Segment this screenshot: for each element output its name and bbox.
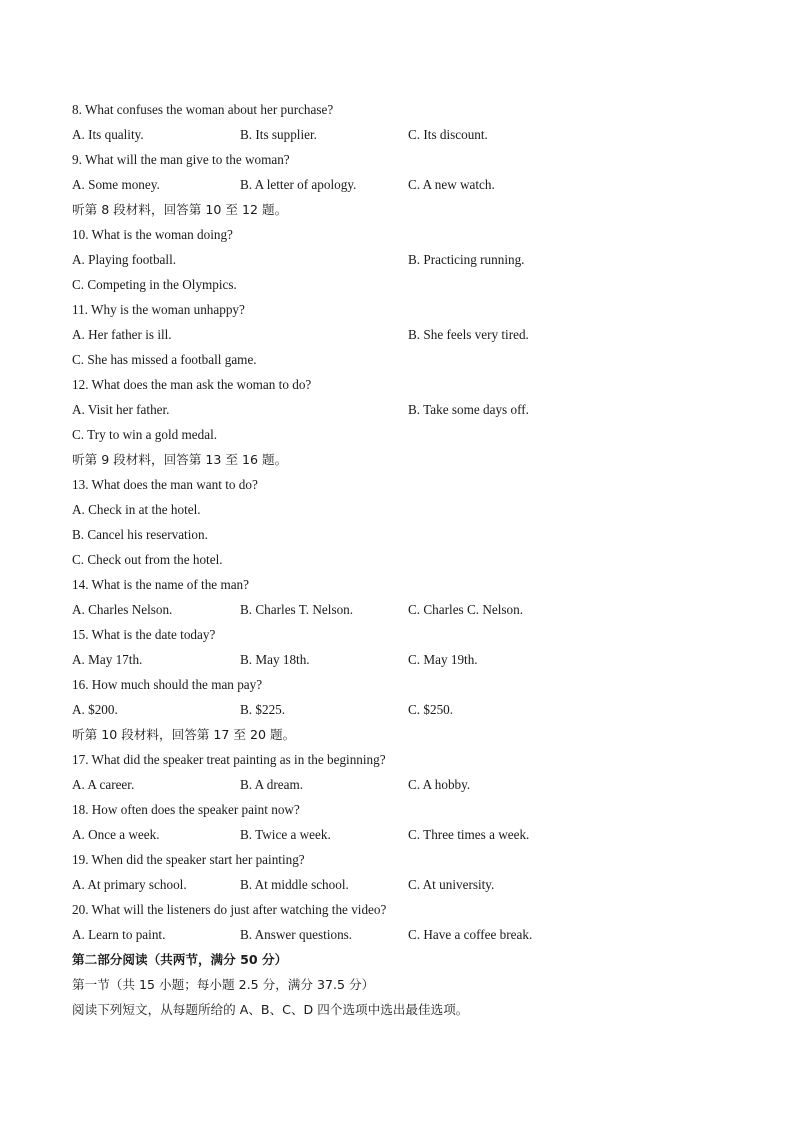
option-a-q13: A. Check in at the hotel.: [72, 502, 201, 517]
option-a: A. A career.: [72, 777, 135, 792]
options-q10: [72, 247, 732, 272]
document-page: [72, 97, 732, 1022]
option-a: A. Her father is ill.: [72, 327, 172, 342]
question-12: 12. What does the man ask the woman to do?: [72, 377, 312, 392]
question-9: 9. What will the man give to the woman?: [72, 152, 290, 167]
option-a: A. May 17th.: [72, 652, 143, 667]
option-a: A. Visit her father.: [72, 402, 170, 417]
options-q18: [72, 822, 732, 847]
option-b-q13: B. Cancel his reservation.: [72, 527, 208, 542]
option-b: B. A letter of apology.: [240, 177, 357, 192]
option-c-q10: C. Competing in the Olympics.: [72, 277, 237, 292]
question-13: 13. What does the man want to do?: [72, 477, 258, 492]
option-b: B. Charles T. Nelson.: [240, 602, 354, 617]
option-b: B. Take some days off.: [408, 402, 529, 417]
options-q12: [72, 397, 732, 422]
question-19: 19. When did the speaker start her painting?: [72, 852, 305, 867]
question-20: 20. What will the listeners do just after watching the video?: [72, 902, 387, 917]
part-two-heading: 第二部分阅读（共两节，满分 50 分）: [72, 952, 288, 967]
options-q14: [72, 597, 732, 622]
option-a: A. Charles Nelson.: [72, 602, 173, 617]
option-c-q11: C. She has missed a football game.: [72, 352, 257, 367]
options-q11: [72, 322, 732, 347]
section-one-subheading: 第一节（共 15 小题；每小题 2.5 分，满分 37.5 分）: [72, 977, 375, 992]
question-8: 8. What confuses the woman about her purchase?: [72, 102, 334, 117]
option-c-q13: C. Check out from the hotel.: [72, 552, 223, 567]
option-b: B. $225.: [240, 702, 286, 717]
question-10: 10. What is the woman doing?: [72, 227, 233, 242]
options-q19: [72, 872, 732, 897]
question-14: 14. What is the name of the man?: [72, 577, 250, 592]
reading-instruction: 阅读下列短文，从每题所给的 A、B、C、D 四个选项中选出最佳选项。: [72, 1002, 469, 1017]
option-a: A. Playing football.: [72, 252, 177, 267]
option-a: A. $200.: [72, 702, 118, 717]
option-b: B. Answer questions.: [240, 927, 353, 942]
option-c: C. Three times a week.: [408, 827, 530, 842]
question-15: 15. What is the date today?: [72, 627, 216, 642]
section-instruction-9: 听第 9 段材料，回答第 13 至 16 题。: [72, 452, 288, 467]
section-instruction-8: 听第 8 段材料，回答第 10 至 12 题。: [72, 202, 288, 217]
option-c: C. A new watch.: [408, 177, 495, 192]
options-q15: [72, 647, 732, 672]
option-b: B. May 18th.: [240, 652, 310, 667]
question-18: 18. How often does the speaker paint now?: [72, 802, 300, 817]
option-b: B. A dream.: [240, 777, 303, 792]
option-b: B. Its supplier.: [240, 127, 317, 142]
option-c-q12: C. Try to win a gold medal.: [72, 427, 218, 442]
options-q8: [72, 122, 732, 147]
section-instruction-10: 听第 10 段材料，回答第 17 至 20 题。: [72, 727, 296, 742]
options-q17: [72, 772, 732, 797]
option-a: A. Once a week.: [72, 827, 160, 842]
option-c: C. $250.: [408, 702, 454, 717]
option-c: C. Charles C. Nelson.: [408, 602, 524, 617]
option-c: C. Have a coffee break.: [408, 927, 533, 942]
option-a: A. Learn to paint.: [72, 927, 166, 942]
options-q16: [72, 697, 732, 722]
option-b: B. Twice a week.: [240, 827, 331, 842]
question-11: 11. Why is the woman unhappy?: [72, 302, 245, 317]
option-b: B. She feels very tired.: [408, 327, 529, 342]
option-c: C. May 19th.: [408, 652, 478, 667]
options-q20: [72, 922, 732, 947]
options-q9: [72, 172, 732, 197]
option-a: A. Some money.: [72, 177, 160, 192]
option-a: A. Its quality.: [72, 127, 144, 142]
option-c: C. At university.: [408, 877, 495, 892]
option-b: B. Practicing running.: [408, 252, 525, 267]
option-b: B. At middle school.: [240, 877, 349, 892]
option-c: C. A hobby.: [408, 777, 471, 792]
question-17: 17. What did the speaker treat painting as in the beginning?: [72, 752, 386, 767]
option-c: C. Its discount.: [408, 127, 488, 142]
question-16: 16. How much should the man pay?: [72, 677, 263, 692]
option-a: A. At primary school.: [72, 877, 187, 892]
